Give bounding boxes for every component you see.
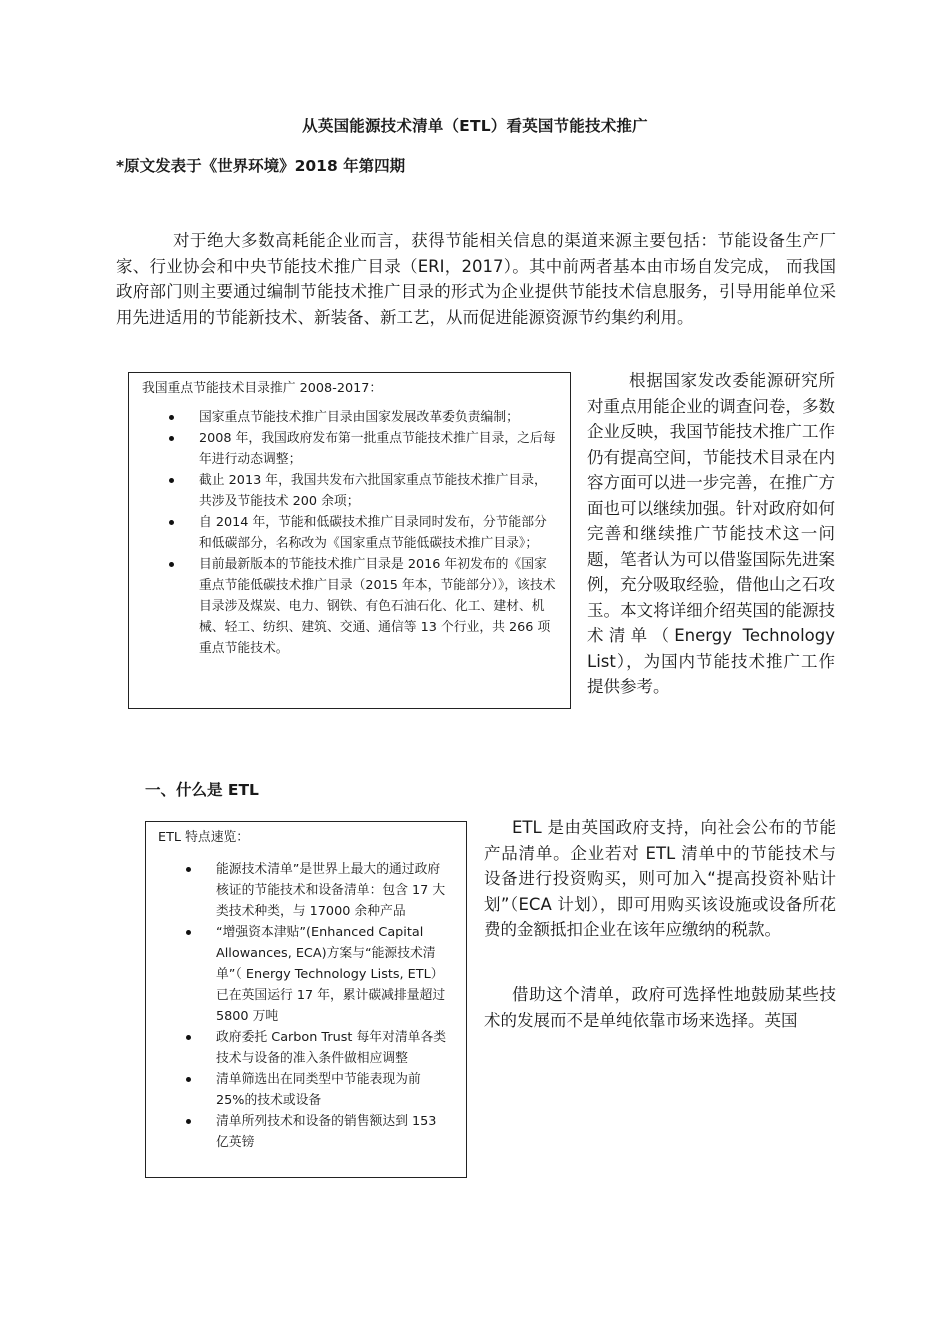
list-item: “增强资本津贴”(Enhanced Capital Allowances, ECA)方案与“能源技术清单”（ Energy Technology Lists, ETL）已在英国运行 17 年，累计碳减排量超过 5800 万吨 <box>216 922 452 1027</box>
section-heading: 一、什么是 ETL <box>145 781 259 799</box>
etl-paragraph-1: ETL 是由英国政府支持，向社会公布的节能产品清单。企业若对 ETL 清单中的节能技术与设备进行投资购买，则可加入“提高投资补贴计划”（ECA 计划），即可用购买该设施或设备所花费的金额抵扣企业在该年应缴纳的税款。 <box>484 818 836 939</box>
bullet-list <box>158 859 452 1153</box>
etl-paragraph-2: 借助这个清单，政府可选择性地鼓励某些技术的发展而不是单纯依靠市场来选择。英国 <box>484 985 836 1030</box>
box-title: 我国重点节能技术目录推广 2008-2017： <box>142 381 383 396</box>
publication-note: *原文发表于《世界环境》2018 年第四期 <box>116 157 406 175</box>
bullet-list <box>142 407 556 659</box>
china-catalog-box <box>128 372 571 709</box>
list-item: 清单所列技术和设备的销售额达到 153 亿英镑 <box>216 1111 452 1153</box>
document-title: 从英国能源技术清单（ETL）看英国节能技术推广 <box>302 117 648 135</box>
list-item: 自 2014 年，节能和低碳技术推广目录同时发布，分节能部分和低碳部分，名称改为《国家重点节能低碳技术推广目录》； <box>199 512 556 554</box>
side-paragraph: 根据国家发改委能源研究所对重点用能企业的调查问卷，多数企业反映，我国节能技术推广工作仍有提高空间，节能技术目录在内容方面可以进一步完善，在推广方面也可以继续加强。针对政府如何完善和继续推广节能技术这一问题，笔者认为可以借鉴国际先进案例，充分吸取经验，借他山之石攻玉。本文将详细介绍英国的能源技术清单（Energy Technology List），为国内节能技术推广工作提供参考。 <box>587 371 835 696</box>
box-title: ETL 特点速览： <box>158 830 250 845</box>
list-item: 目前最新版本的节能技术推广目录是 2016 年初发布的《国家重点节能低碳技术推广目录（2015 年本，节能部分）》，该技术目录涉及煤炭、电力、钢铁、有色石油石化、化工、建材、机械、轻工、纺织、建筑、交通、通信等 13 个行业，共 266 项重点节能技术。 <box>199 554 556 659</box>
intro-paragraph: 对于绝大多数高耗能企业而言，获得节能相关信息的渠道来源主要包括：节能设备生产厂家、行业协会和中央节能技术推广目录（ERI，2017）。其中前两者基本由市场自发完成， 而我国政府部门则主要通过编制节能技术推广目录的形式为企业提供节能技术信息服务，引导用能单位采用先进适用的节能新技术、新装备、新工艺，从而促进能源资源节约集约利用。 <box>116 231 836 327</box>
list-item: 2008 年，我国政府发布第一批重点节能技术推广目录，之后每年进行动态调整； <box>199 428 556 470</box>
list-item: 国家重点节能技术推广目录由国家发展改革委负责编制； <box>199 407 556 428</box>
list-item: 能源技术清单”是世界上最大的通过政府核证的节能技术和设备清单：包含 17 大类技术种类，与 17000 余种产品 <box>216 859 452 922</box>
list-item: 截止 2013 年，我国共发布六批国家重点节能技术推广目录，共涉及节能技术 200 余项； <box>199 470 556 512</box>
list-item: 政府委托 Carbon Trust 每年对清单各类技术与设备的准入条件做相应调整 <box>216 1027 452 1069</box>
etl-features-box <box>145 821 467 1178</box>
list-item: 清单筛选出在同类型中节能表现为前 25%的技术或设备 <box>216 1069 452 1111</box>
